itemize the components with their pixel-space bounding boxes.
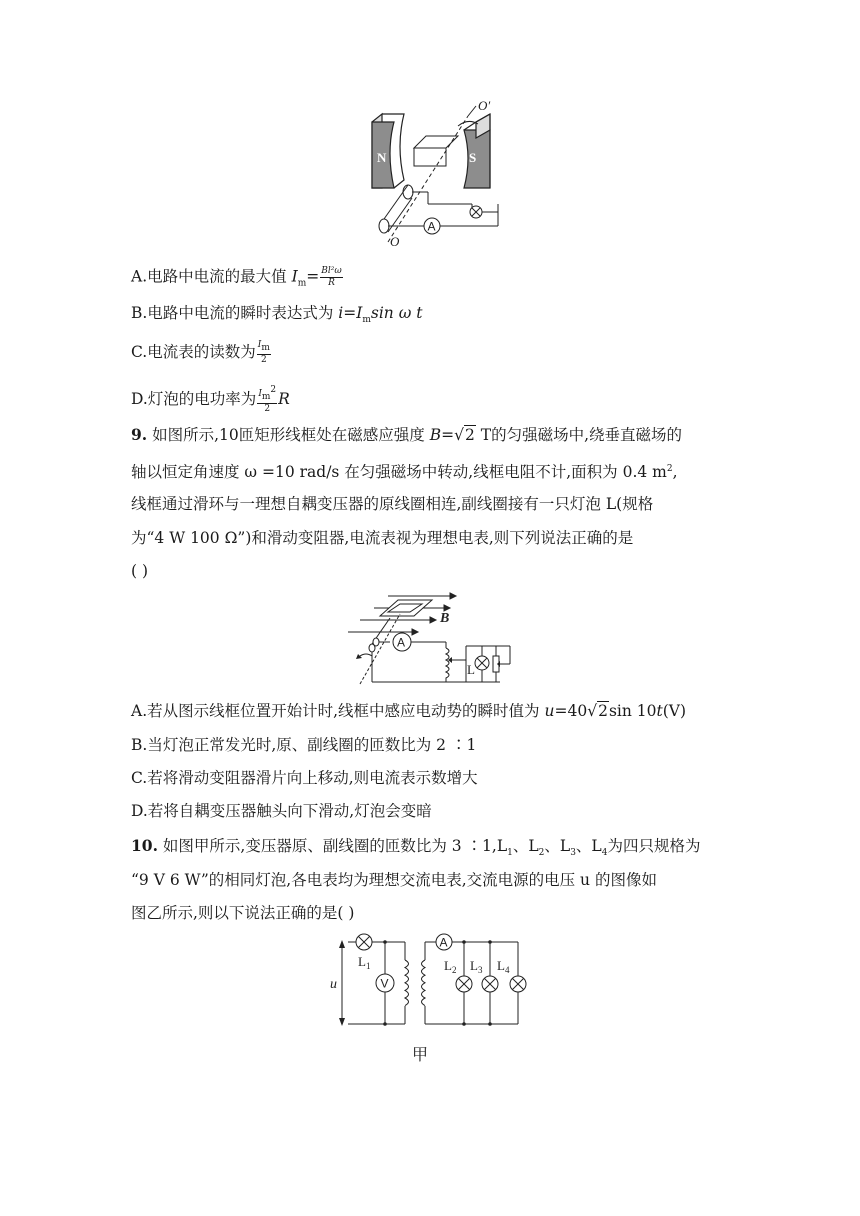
q8-option-a <box>131 266 344 294</box>
voltage-u-label: u <box>330 977 337 992</box>
q8-option-b-eq: = <box>343 304 357 322</box>
q8-option-c-num: I <box>257 340 262 350</box>
q9-option-a-sin: sin 10 <box>608 702 657 720</box>
q8-option-d <box>131 385 290 415</box>
q8-option-b-rest: sin ω t <box>370 304 423 322</box>
q9-sqrt-value: 2 <box>464 426 475 444</box>
q9-number: 9. <box>131 425 148 444</box>
b-field-label: B <box>440 611 450 626</box>
q8-option-d-fraction <box>257 385 277 415</box>
q10-stem-line-1 <box>131 836 700 863</box>
q9-line2-sup: 2 <box>666 464 673 474</box>
q9-option-a-t: t <box>656 702 663 720</box>
lamp-l4-label: $L_4$ <box>497 958 510 975</box>
axis-bottom-label: O <box>390 234 400 248</box>
q9-stem-line-4: 为“4 W 100 Ω”)和滑动变阻器,电流表视为理想电表,则下列说法正确的是 <box>131 529 634 547</box>
q8-option-b-I: I <box>356 304 363 322</box>
q10-sep-2: 、L <box>544 837 571 855</box>
q8-option-a-fraction <box>320 266 342 289</box>
q8-option-a-eq: = <box>306 267 320 286</box>
q8-option-a-num: Bl²ω <box>321 266 342 276</box>
q9-option-a-unit: (V) <box>662 702 687 720</box>
q8-option-d-text: D.灯泡的电功率为 <box>131 389 257 408</box>
q9-answer-blank: ( ) <box>131 562 149 580</box>
q9-stem-line-1 <box>131 425 682 445</box>
q10-sub-1: 1 <box>507 848 513 859</box>
q9-option-c: C.若将滑动变阻器滑片向上移动,则电流表示数增大 <box>131 769 478 787</box>
axis-top-label: O′ <box>478 98 491 113</box>
q8-option-b-i: i <box>338 304 344 322</box>
q10-stem-line-3: 图乙所示,则以下说法正确的是( ) <box>131 904 355 922</box>
q9-line2-end: , <box>672 463 678 482</box>
q9-sqrt: √2 <box>454 426 475 444</box>
s-pole-label: S <box>469 150 477 165</box>
q9-option-a-sqrt: √2 <box>587 702 608 720</box>
q9-line2-text: 轴以恒定角速度 ω =10 rad/s 在匀强磁场中转动,线框电阻不计,面积为 0.4 m <box>131 463 667 482</box>
lamp-l1-label: $L_1$ <box>358 954 371 971</box>
lamp-l2-label: $L_2$ <box>444 958 457 975</box>
autotransformer-figure <box>340 584 530 688</box>
q10-number: 10. <box>131 836 158 855</box>
q8-option-d-num: I <box>258 389 262 399</box>
q9-line1-text: 如图所示,10匝矩形线框处在磁感应强度 <box>147 426 430 444</box>
q10-line1-rest: 为四只规格为 <box>607 837 701 855</box>
q9-ammeter-label: A <box>397 635 406 650</box>
q8-option-d-den: 2 <box>264 403 271 414</box>
q8-option-a-den: R <box>328 278 335 288</box>
q8-option-a-text: A.电路中电流的最大值 <box>131 267 292 286</box>
q9-line1-B: B <box>429 426 442 444</box>
q9-option-d: D.若将自耦变压器触头向下滑动,灯泡会变暗 <box>131 802 432 820</box>
q9-option-a-u: u <box>544 702 555 720</box>
voltmeter-label: V <box>380 976 389 991</box>
q8-option-a-sub: m <box>297 278 307 289</box>
q8-option-c-den: 2 <box>260 354 267 365</box>
q8-option-d-numsub: m <box>261 391 271 402</box>
q9-stem-line-2 <box>131 459 678 482</box>
q8-option-c-numsub: m <box>261 342 270 353</box>
q9-line1-rest: T的匀强磁场中,绕垂直磁场的 <box>475 426 683 444</box>
q8-option-c-fraction <box>257 340 271 366</box>
q9-option-a-sqrt-value: 2 <box>598 702 608 720</box>
q8-option-b-sub: m <box>362 315 371 326</box>
q10-sep-3: 、L <box>575 837 602 855</box>
q10-stem-line-2: “9 V 6 W”的相同灯泡,各电表均为理想交流电表,交流电源的电压 u 的图像如 <box>131 871 657 889</box>
q9-option-a <box>131 701 686 721</box>
q9-option-a-text: A.若从图示线框位置开始计时,线框中感应电动势的瞬时值为 <box>131 702 545 720</box>
q10-sep-1: 、L <box>512 837 539 855</box>
q10-sub-3: 3 <box>570 848 576 859</box>
q8-option-a-var: I <box>291 267 298 286</box>
q8-option-c <box>131 340 272 366</box>
q8-option-c-text: C.电流表的读数为 <box>131 342 256 361</box>
q9-stem-line-3: 线框通过滑环与一理想自耦变压器的原线圈相连,副线圈接有一只灯泡 L(规格 <box>131 495 654 513</box>
q10-sub-4: 4 <box>601 848 608 859</box>
q8-option-d-suffix: R <box>278 389 290 408</box>
q9-option-a-eq: =40 <box>554 702 588 720</box>
q8-option-b <box>131 303 423 330</box>
lamp-l3-label: $L_3$ <box>470 958 483 975</box>
q9-line1-eq: = <box>441 426 455 444</box>
ammeter-label: A <box>427 219 436 234</box>
q10-sub-2: 2 <box>538 848 545 859</box>
n-pole-label: N <box>377 150 387 165</box>
q8-option-b-text: B.电路中电流的瞬时表达式为 <box>131 304 339 322</box>
generator-figure <box>368 96 508 248</box>
q9-option-b: B.当灯泡正常发光时,原、副线圈的匝数比为 2 ∶1 <box>131 736 477 754</box>
transformer-lamps-figure <box>330 930 530 1030</box>
q10-ammeter-label: A <box>439 935 448 950</box>
lamp-label: L <box>467 662 475 677</box>
figure-caption-jia: 甲 <box>412 1045 429 1064</box>
q8-option-d-numsup: 2 <box>270 385 277 395</box>
q10-line1-text: 如图甲所示,变压器原、副线圈的匝数比为 3 ∶1,L <box>157 837 508 855</box>
